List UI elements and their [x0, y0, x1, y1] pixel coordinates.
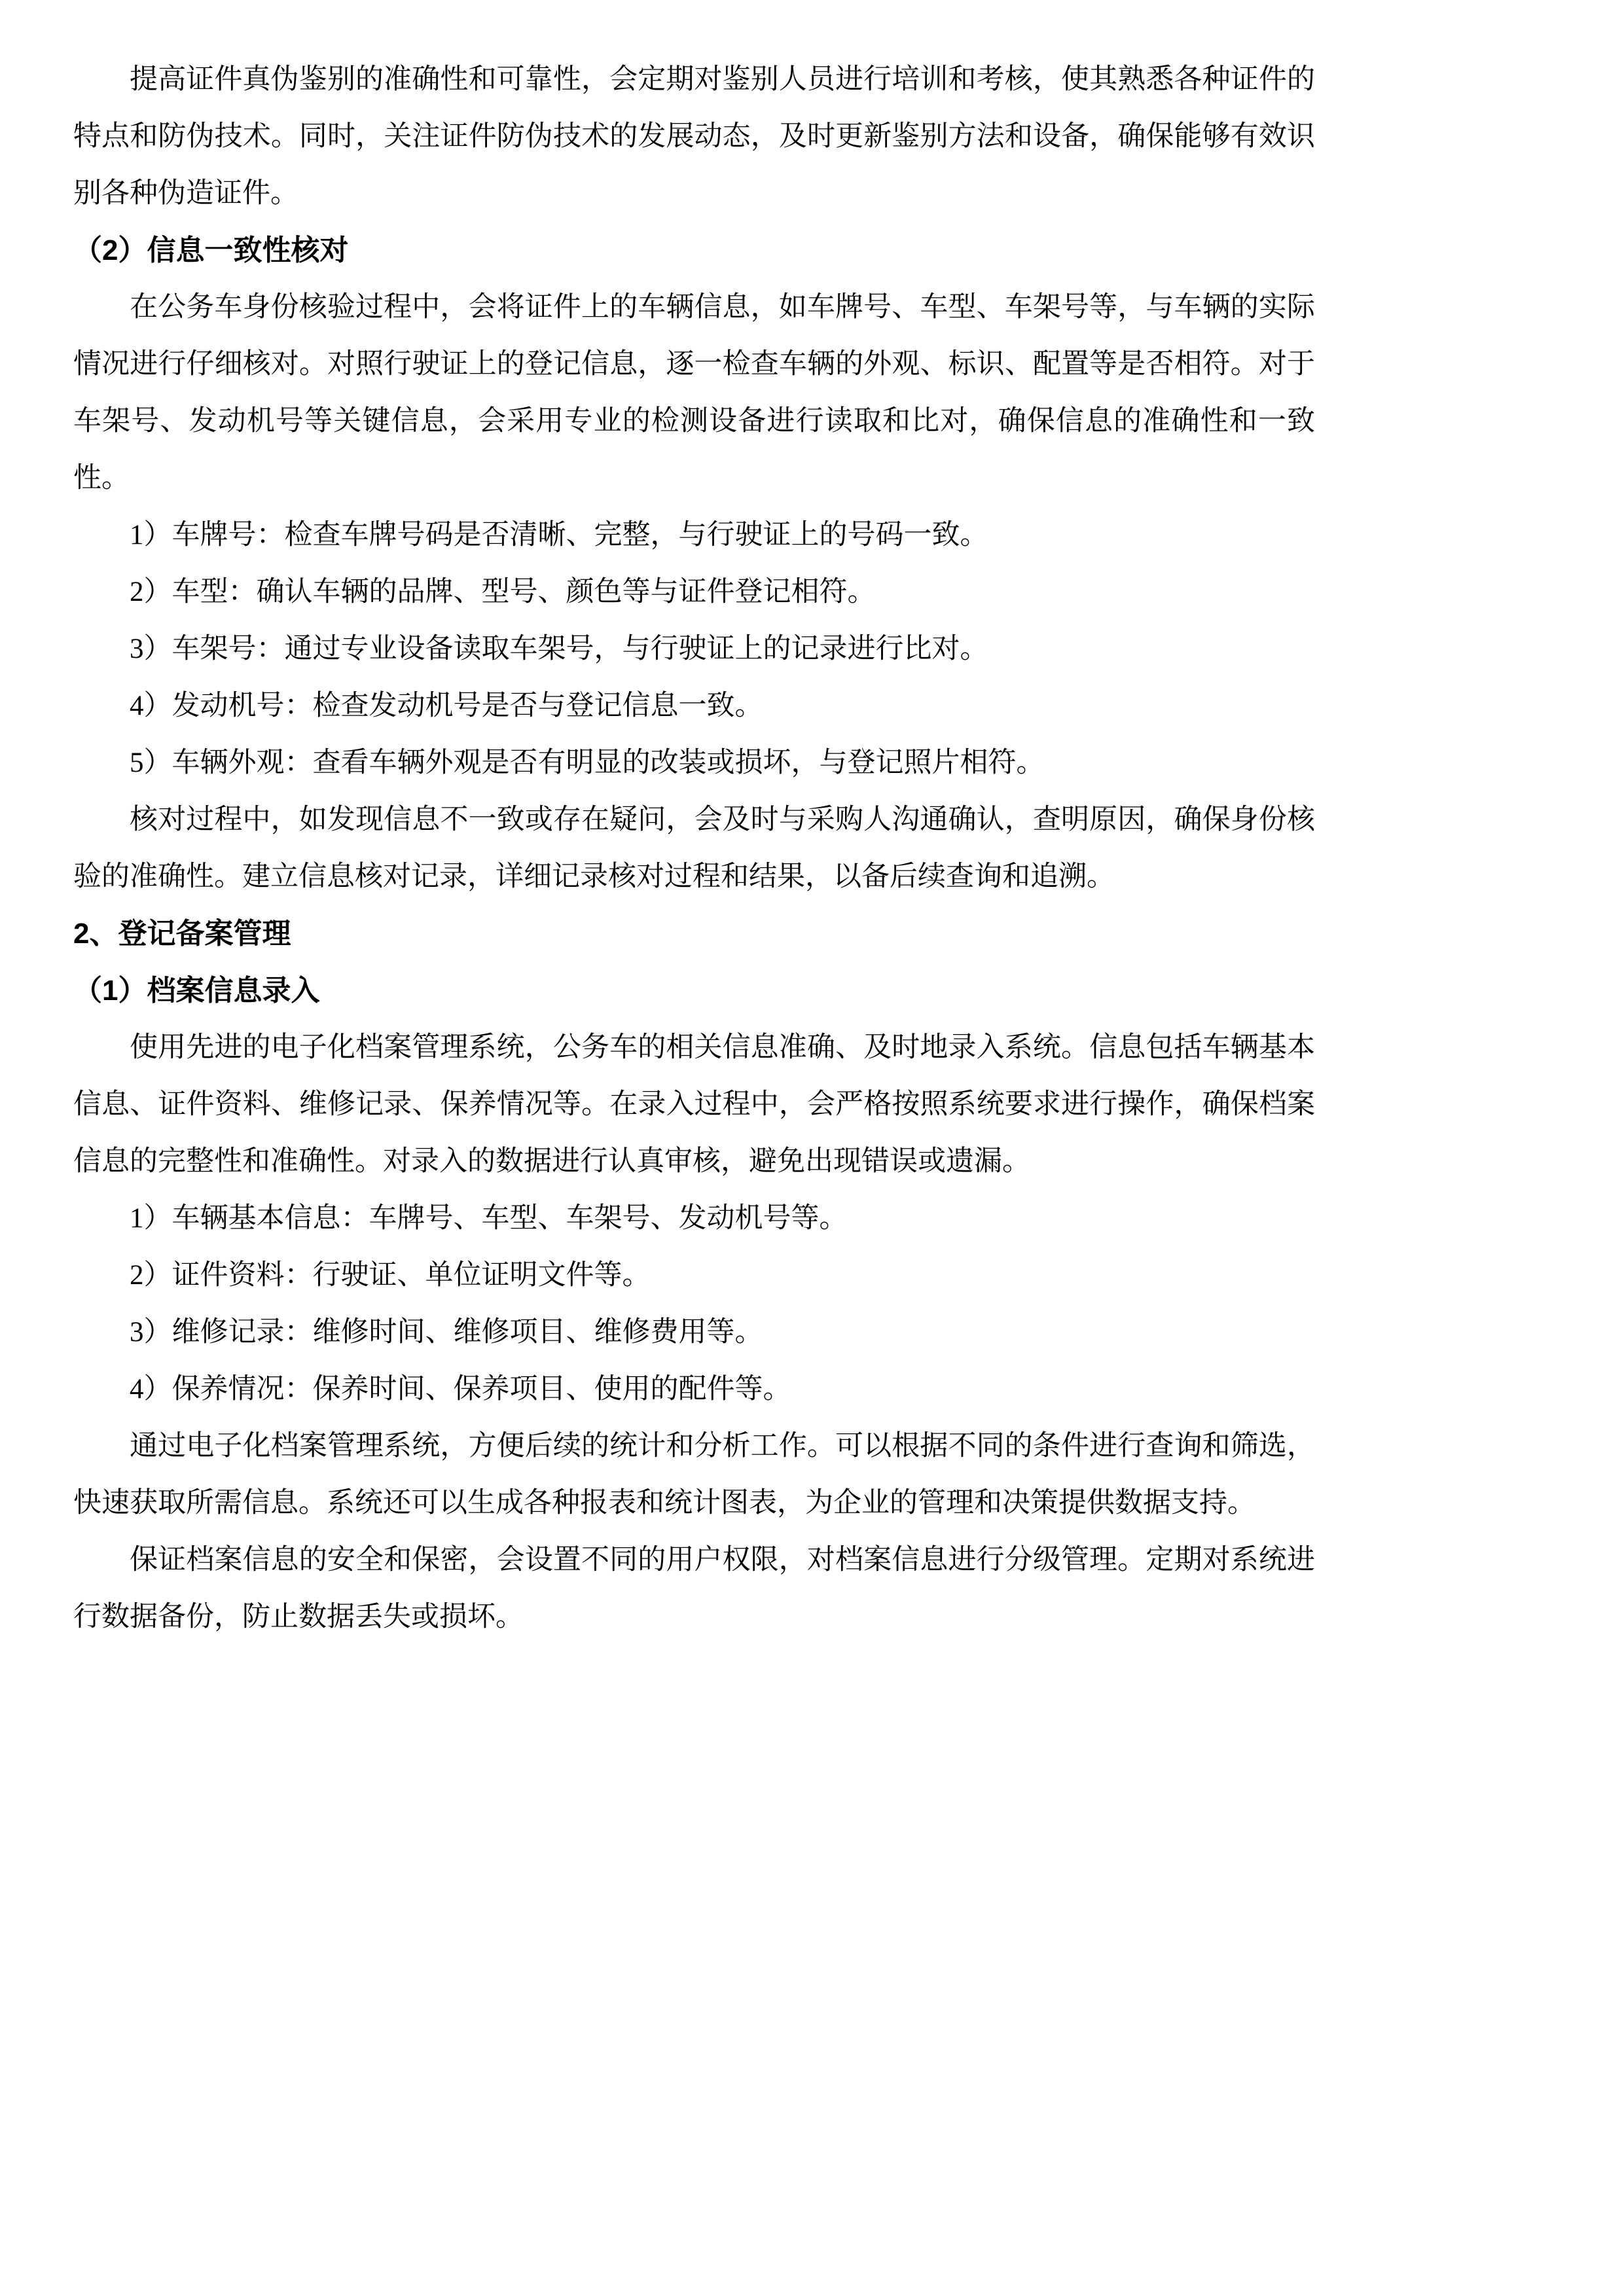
section-heading: 2、登记备案管理: [73, 918, 291, 950]
paragraph: 通过电子化档案管理系统，方便后续的统计和分析工作。可以根据不同的条件进行查询和筛选，快速获取所需信息。系统还可以生成各种报表和统计图表，为企业的管理和决策提供数据支持。: [73, 1431, 1315, 1518]
paragraph: 提高证件真伪鉴别的准确性和可靠性，会定期对鉴别人员进行培训和考核，使其熟悉各种证件的特点和防伪技术。同时，关注证件防伪技术的发展动态，及时更新鉴别方法和设备，确保能够有效识别各种伪造证件。: [73, 64, 1315, 209]
paragraph: 核对过程中，如发现信息不一致或存在疑问，会及时与采购人沟通确认，查明原因，确保身份核验的准确性。建立信息核对记录，详细记录核对过程和结果，以备后续查询和追溯。: [73, 804, 1315, 892]
list-item: 3）车架号：通过专业设备读取车架号，与行驶证上的记录进行比对。: [130, 634, 988, 664]
paragraph: 保证档案信息的安全和保密，会设置不同的用户权限，对档案信息进行分级管理。定期对系统进行数据备份，防止数据丢失或损坏。: [73, 1545, 1315, 1632]
list-item: 2）车型：确认车辆的品牌、型号、颜色等与证件登记相符。: [130, 577, 876, 607]
sub-heading: （1）档案信息录入: [73, 975, 320, 1007]
sub-heading: （2）信息一致性核对: [73, 234, 349, 266]
list-item: 1）车牌号：检查车牌号码是否清晰、完整，与行驶证上的号码一致。: [130, 520, 988, 550]
paragraph: 在公务车身份核验过程中，会将证件上的车辆信息，如车牌号、车型、车架号等，与车辆的实际情况进行仔细核对。对照行驶证上的登记信息，逐一检查车辆的外观、标识、配置等是否相符。对于车架号、发动机号等关键信息，会采用专业的检测设备进行读取和比对，确保信息的准确性和一致性。: [73, 292, 1315, 493]
list-item: 1）车辆基本信息：车牌号、车型、车架号、发动机号等。: [130, 1203, 848, 1234]
list-item: 5）车辆外观：查看车辆外观是否有明显的改装或损坏，与登记照片相符。: [130, 747, 1045, 778]
list-item: 2）证件资料：行驶证、单位证明文件等。: [130, 1260, 651, 1291]
list-item: 4）发动机号：检查发动机号是否与登记信息一致。: [130, 691, 763, 721]
paragraph: 使用先进的电子化档案管理系统，公务车的相关信息准确、及时地录入系统。信息包括车辆基本信息、证件资料、维修记录、保养情况等。在录入过程中，会严格按照系统要求进行操作，确保档案信息的完整性和准确性。对录入的数据进行认真审核，避免出现错误或遗漏。: [73, 1032, 1315, 1177]
document-body: [73, 51, 1315, 1645]
list-item: 3）维修记录：维修时间、维修项目、维修费用等。: [130, 1317, 763, 1348]
list-item: 4）保养情况：保养时间、保养项目、使用的配件等。: [130, 1374, 791, 1405]
